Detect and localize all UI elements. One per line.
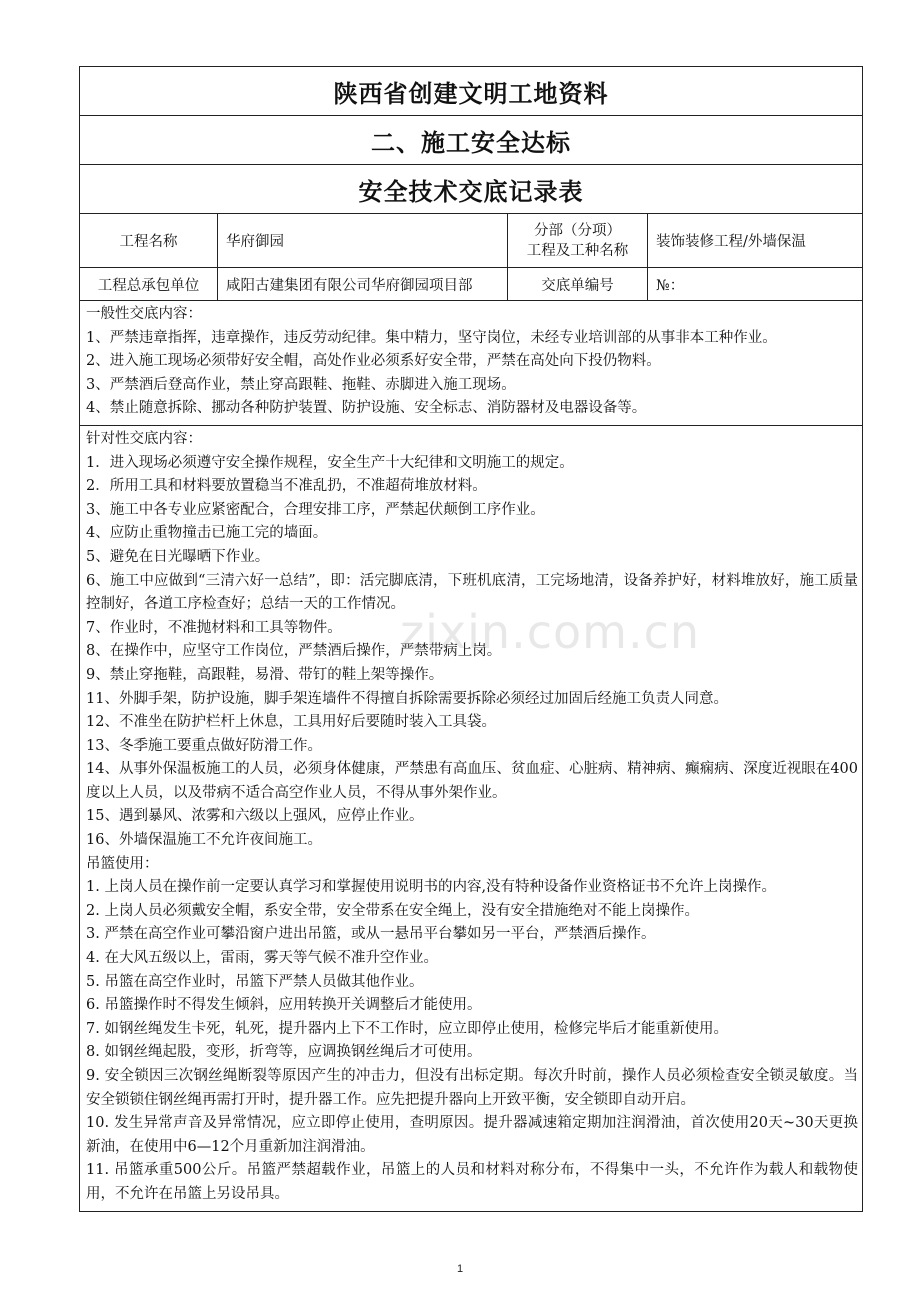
basket-item: 10. 发生异常声音及异常情况，应立即停止使用，查明原因。提升器减速箱定期加注润滑油，首次使用20天~30天更换新油，在使用中6—12个月重新加注润滑油。 [86,1115,858,1155]
contractor-label: 工程总承包单位 [80,268,218,301]
specific-item: 3、施工中各专业应紧密配合，合理安排工序，严禁起伏颠倒工序作业。 [86,501,545,518]
specific-item: 2．所用工具和材料要放置稳当不准乱扔，不准超荷堆放材料。 [86,478,487,495]
specific-item: 5、避免在日光曝晒下作业。 [86,548,270,565]
basket-item: 4. 在大风五级以上，雷雨，雾天等气候不准升空作业。 [86,950,438,967]
basket-item: 8. 如钢丝绳起股，变形，折弯等，应调换钢丝绳后才可使用。 [86,1044,482,1061]
sub-project-label [508,214,648,268]
general-item: 3、严禁酒后登高作业，禁止穿高跟鞋、拖鞋、赤脚进入施工现场。 [86,376,516,393]
document-title: 陕西省创建文明工地资料 [80,67,863,116]
contractor-value: 咸阳古建集团有限公司华府御园项目部 [218,268,508,301]
record-table [79,66,863,1212]
basket-item: 5. 吊篮在高空作业时，吊篮下严禁人员做其他作业。 [86,973,424,990]
project-name-value: 华府御园 [218,214,508,268]
page-number: 1 [456,1263,464,1275]
specific-section [80,425,863,1211]
basket-item: 6. 吊篮操作时不得发生倾斜，应用转换开关调整后才能使用。 [86,997,482,1014]
specific-heading: 针对性交底内容： [86,430,202,447]
doc-no-label: 交底单编号 [508,268,648,301]
specific-item: 9、禁止穿拖鞋，高跟鞋，易滑、带钉的鞋上架等操作。 [86,666,444,683]
section-title: 二、施工安全达标 [80,116,863,165]
specific-item: 14、从事外保温板施工的人员，必须身体健康，严禁患有高血压、贫血症、心脏病、精神病、癫痫病、深度近视眼在400度以上人员，以及带病不适合高空作业人员，不得从事外架作业。 [86,761,858,801]
basket-item: 7. 如钢丝绳发生卡死，轧死，提升器内上下不工作时，应立即停止使用，检修完毕后才能重新使用。 [86,1020,728,1037]
sub-project-label-line2: 工程及工种名称 [526,242,629,259]
basket-item: 3. 严禁在高空作业可攀沿窗户进出吊篮，或从一悬吊平台攀如另一平台，严禁酒后操作。 [86,926,656,943]
specific-item: 4、应防止重物撞击已施工完的墙面。 [86,525,328,542]
watermark: zixin.com.cn [400,605,701,659]
basket-item: 2. 上岗人员必须戴安全帽，系安全带，安全带系在安全绳上，没有安全措施绝对不能上岗操作。 [86,902,699,919]
sub-project-label-line1: 分部（分项） [534,222,621,239]
general-section [80,301,863,426]
general-heading: 一般性交底内容： [86,306,202,322]
form-title: 安全技术交底记录表 [80,165,863,214]
specific-item: 8、在操作中，应坚守工作岗位，严禁酒后操作，严禁带病上岗。 [86,643,502,660]
basket-item: 1. 上岗人员在操作前一定要认真学习和掌握使用说明书的内容,没有特种设备作业资格证书不允许上岗操作。 [86,879,777,896]
sub-project-value: 装饰装修工程/外墙保温 [648,214,863,268]
specific-item: 16、外墙保温施工不允许夜间施工。 [86,832,322,849]
specific-item: 11、外脚手架，防护设施，脚手架连墙件不得擅自拆除需要拆除必须经过加固后经施工负责人同意。 [86,690,728,707]
specific-item: 12、不准坐在防护栏杆上休息，工具用好后要随时装入工具袋。 [86,714,496,731]
basket-item: 9. 安全锁因三次钢丝绳断裂等原因产生的冲击力，但没有出标定期。每次升时前，操作人员必须检查安全锁灵敏度。当安全锁锁住钢丝绳再需打开时，提升器工作。应先把提升器向上开致平衡，安全锁即自动开启。 [86,1068,858,1108]
basket-item: 11. 吊篮承重500公斤。吊篮严禁超载作业，吊篮上的人员和材料对称分布，不得集中一头，不允许作为载人和载物使用，不允许在吊篮上另设吊具。 [86,1162,858,1202]
general-item: 2、进入施工现场必须带好安全帽，高处作业必须系好安全带，严禁在高处向下投仍物料。 [86,353,661,370]
general-item: 4、禁止随意拆除、挪动各种防护装置、防护设施、安全标志、消防器材及电器设备等。 [86,400,647,417]
specific-item: 13、冬季施工要重点做好防滑工作。 [86,737,322,754]
basket-heading: 吊篮使用： [86,855,159,872]
general-item: 1、严禁违章指挥，违章操作，违反劳动纪律。集中精力，坚守岗位，未经专业培训部的从事非本工种作业。 [86,329,777,346]
specific-item: 6、施工中应做到“三清六好一总结”，即：活完脚底清，下班机底清，工完场地清，设备养护好，材料堆放好，施工质量控制好，各道工序检查好；总结一天的工作情况。 [86,572,858,613]
specific-item: 15、遇到暴风、浓雾和六级以上强风，应停止作业。 [86,808,424,825]
specific-item: 1．进入现场必须遵守安全操作规程，安全生产十大纪律和文明施工的规定。 [86,454,574,471]
specific-item: 7、作业时，不准抛材料和工具等物件。 [86,619,342,636]
doc-no-value: №： [648,268,863,301]
project-name-label: 工程名称 [80,214,218,268]
